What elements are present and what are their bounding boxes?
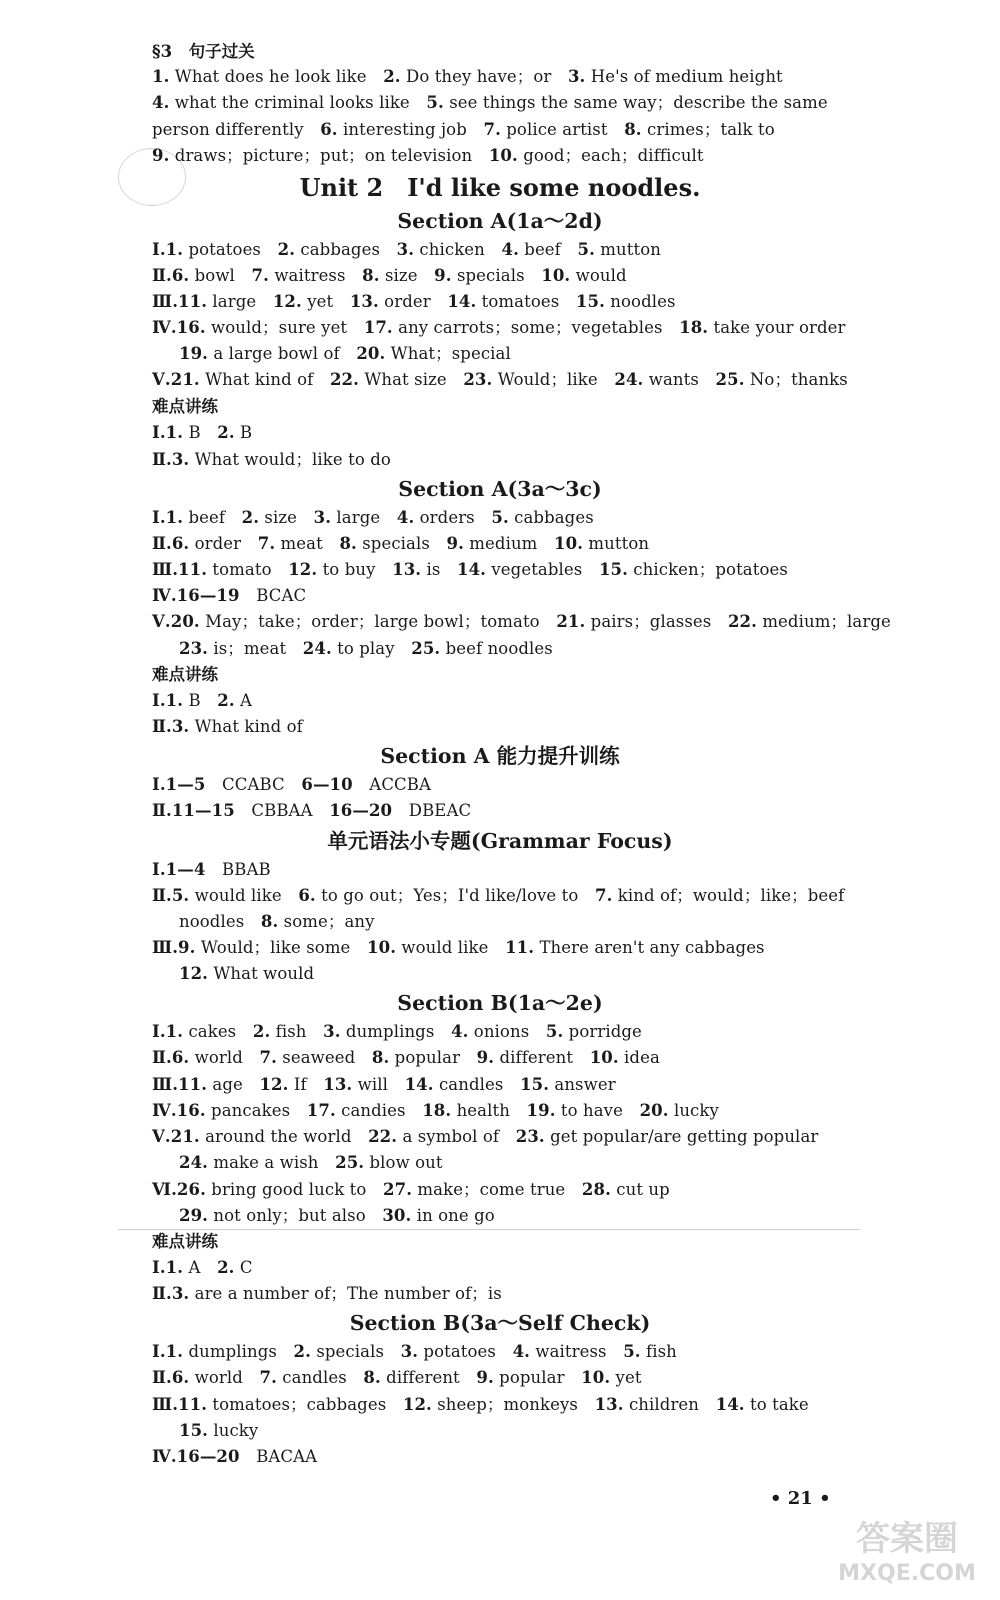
watermark-text: 答案圈 [856, 1519, 958, 1559]
section-title: 单元语法小专题(Grammar Focus) [327, 829, 673, 853]
answer-line: noodles 8. some；any [179, 912, 375, 931]
answer-line: Ⅱ.6. world 7. seaweed 8. popular 9. different 10. idea [152, 1048, 660, 1067]
answer-line: 1. What does he look like 2. Do they have；or 3. He's of medium height [152, 67, 783, 86]
answer-line: 12. What would [179, 964, 315, 983]
answer-line: Ⅴ.21. What kind of 22. What size 23. Would；like 24. wants 25. No；thanks [152, 370, 848, 389]
answer-line: Ⅰ.1. cakes 2. fish 3. dumplings 4. onions 5. porridge [152, 1022, 642, 1041]
section-title: Section B(1a～2e) [397, 991, 603, 1015]
unit-title: Unit 2 I'd like some noodles. [299, 173, 701, 202]
watermark-url: MXQE.COM [838, 1561, 976, 1586]
answer-line: Ⅲ.11. large 12. yet 13. order 14. tomatoes 15. noodles [152, 292, 676, 311]
section-title: Section A 能力提升训练 [380, 744, 620, 768]
answer-line: 15. lucky [179, 1421, 259, 1440]
answer-line: Ⅰ.1—4 BBAB [152, 860, 271, 879]
answer-line: Ⅲ.11. tomatoes；cabbages 12. sheep；monkeys 13. children 14. to take [152, 1395, 809, 1414]
answer-line: Ⅱ.6. bowl 7. waitress 8. size 9. specials 10. would [152, 266, 627, 285]
answer-line: 4. what the criminal looks like 5. see things the same way；describe the same [152, 93, 828, 112]
answer-line: Ⅱ.11—15 CBBAA 16—20 DBEAC [152, 801, 472, 820]
answer-line: 19. a large bowl of 20. What；special [179, 344, 511, 363]
watermark-logo [822, 1510, 992, 1588]
page-number: • 21 • [770, 1488, 831, 1509]
answer-line: Ⅲ.11. age 12. If 13. will 14. candles 15. answer [152, 1075, 616, 1094]
answer-line: Ⅴ.20. May；take；order；large bowl；tomato 21. pairs；glasses 22. medium；large [152, 612, 891, 631]
answer-line: Ⅱ.3. What would；like to do [152, 450, 391, 469]
answer-line: Ⅵ.26. bring good luck to 27. make；come true 28. cut up [152, 1180, 670, 1199]
answer-line: Ⅰ.1. beef 2. size 3. large 4. orders 5. cabbages [152, 508, 594, 527]
answer-line: Ⅳ.16. pancakes 17. candies 18. health 19. to have 20. lucky [152, 1101, 719, 1120]
answer-line: 23. is；meat 24. to play 25. beef noodles [179, 639, 553, 658]
answer-line: Ⅱ.5. would like 6. to go out；Yes；I'd like/love to 7. kind of；would；like；beef [152, 886, 845, 905]
answer-line: Ⅲ.11. tomato 12. to buy 13. is 14. vegetables 15. chicken；potatoes [152, 560, 788, 579]
difficulty-label: 难点讲练 [152, 397, 218, 416]
answer-line: Ⅲ.9. Would；like some 10. would like 11. There aren't any cabbages [152, 938, 765, 957]
section-title: Section A(3a～3c) [398, 477, 602, 501]
answer-line: 24. make a wish 25. blow out [179, 1153, 443, 1172]
answer-line: Ⅰ.1. B 2. A [152, 691, 253, 710]
answer-line: Ⅱ.3. are a number of；The number of；is [152, 1284, 502, 1303]
answer-line: 9. draws；picture；put；on television 10. good；each；difficult [152, 146, 704, 165]
divider [118, 1229, 860, 1230]
difficulty-label: 难点讲练 [152, 665, 218, 684]
section-title: Section A(1a～2d) [397, 209, 603, 233]
answer-line: Ⅱ.6. order 7. meat 8. specials 9. medium 10. mutton [152, 534, 650, 553]
answer-line: Ⅰ.1. dumplings 2. specials 3. potatoes 4. waitress 5. fish [152, 1342, 677, 1361]
section-title: Section B(3a～Self Check) [349, 1311, 651, 1335]
difficulty-label: 难点讲练 [152, 1232, 218, 1251]
answer-line: person differently 6. interesting job 7. police artist 8. crimes；talk to [152, 120, 775, 139]
section3-heading: §3 句子过关 [152, 42, 255, 61]
answer-line: Ⅳ.16. would；sure yet 17. any carrots；some；vegetables 18. take your order [152, 318, 846, 337]
answer-line: Ⅴ.21. around the world 22. a symbol of 23. get popular/are getting popular [152, 1127, 819, 1146]
answer-line: Ⅳ.16—20 BACAA [152, 1447, 318, 1466]
answer-line: Ⅱ.6. world 7. candles 8. different 9. popular 10. yet [152, 1368, 642, 1387]
answer-line: 29. not only；but also 30. in one go [179, 1206, 495, 1225]
answer-line: Ⅳ.16—19 BCAC [152, 586, 307, 605]
answer-line: Ⅰ.1. B 2. B [152, 423, 253, 442]
answer-line: Ⅱ.3. What kind of [152, 717, 303, 736]
answer-line: Ⅰ.1. A 2. C [152, 1258, 253, 1277]
answer-line: Ⅰ.1. potatoes 2. cabbages 3. chicken 4. beef 5. mutton [152, 240, 661, 259]
answer-line: Ⅰ.1—5 CCABC 6—10 ACCBA [152, 775, 432, 794]
